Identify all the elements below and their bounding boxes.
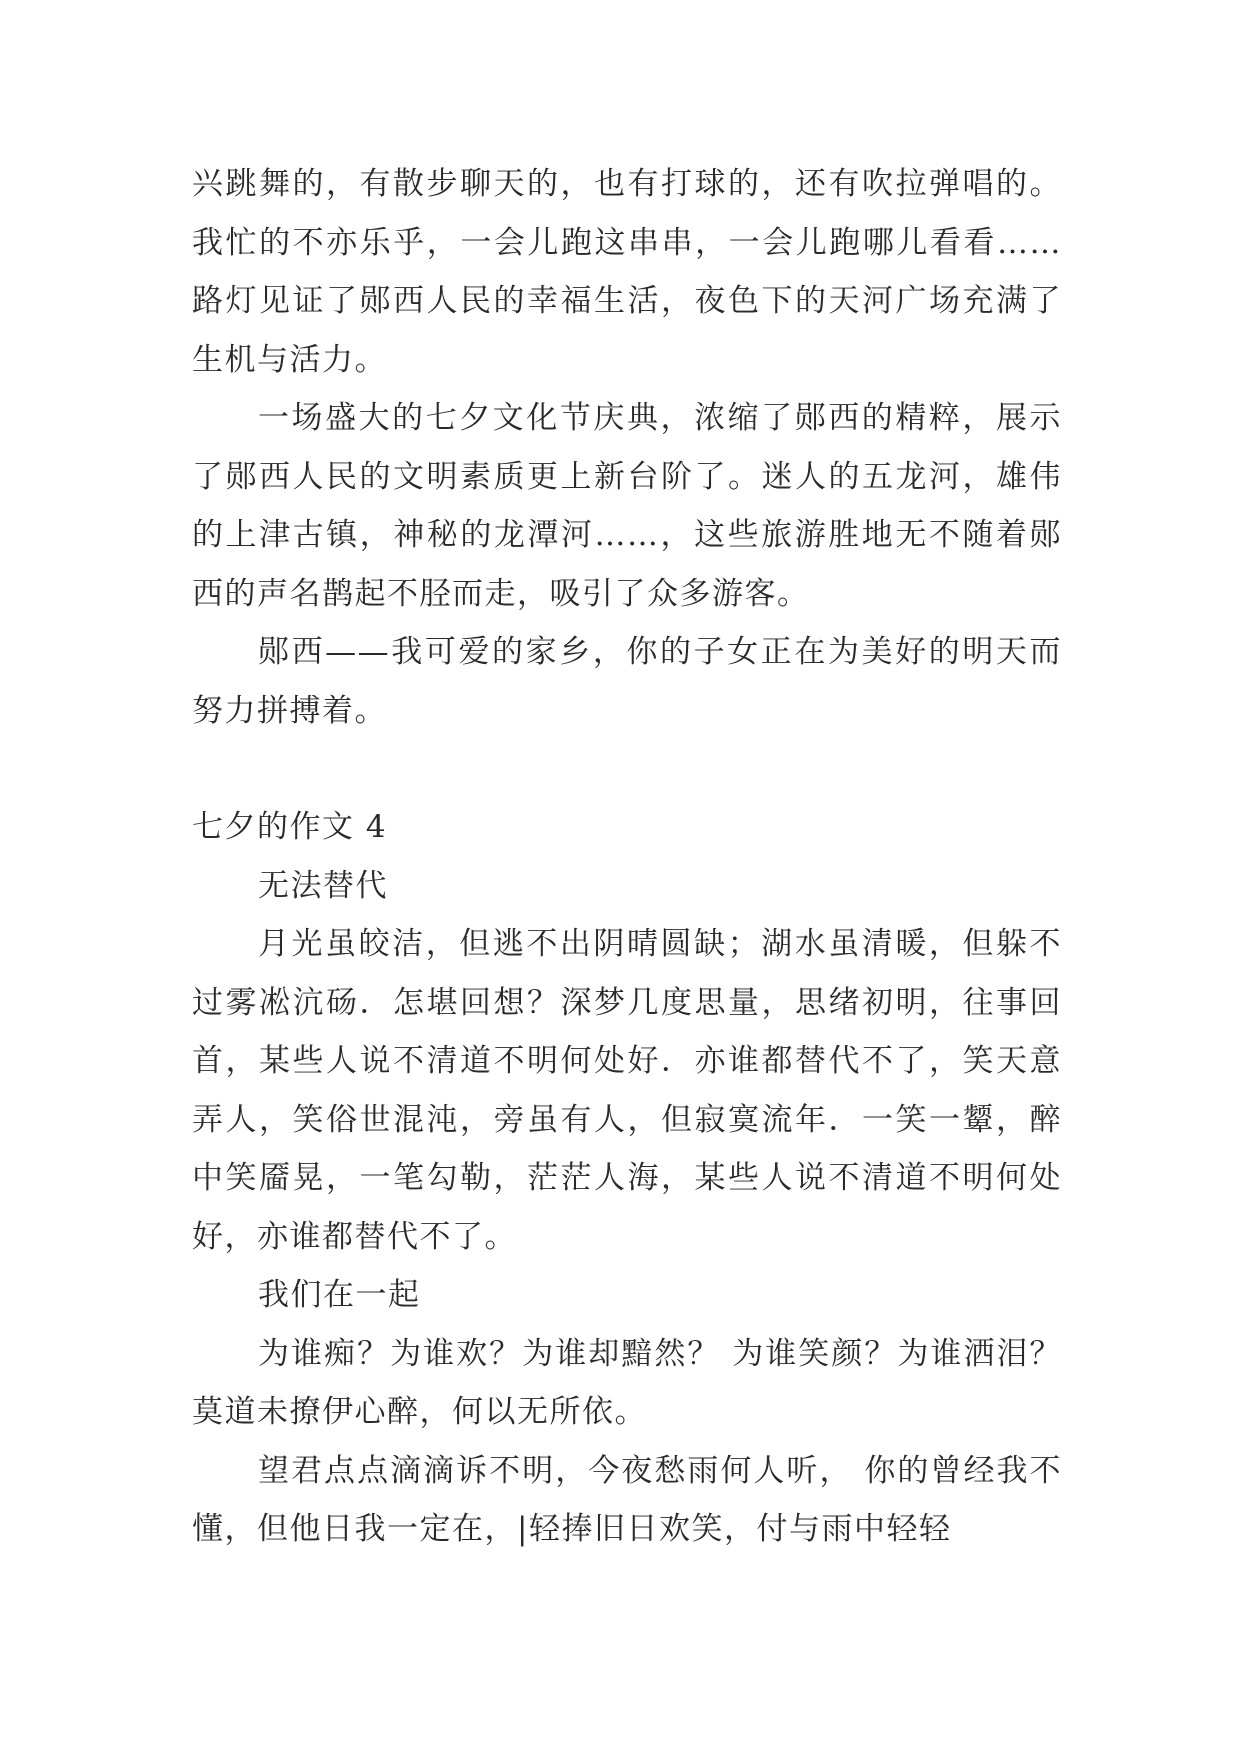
section-heading-irreplaceable: 无法替代 [258, 867, 388, 904]
paragraph-questions: 为谁痴？为谁欢？为谁却黯然？ 为谁笑颜？为谁洒泪？莫道未撩伊心醉，何以无所依。 [192, 1335, 1062, 1430]
paragraph-moonlight: 月光虽皎洁，但逃不出阴晴圆缺；湖水虽清暖，但躲不过雾凇沆砀．怎堪回想？深梦几度思量，思绪初明，往事回首，某些人说不清道不明何处好．亦谁都替代不了，笑天意弄人，笑俗世混沌，旁虽有人，但寂寞流年．一笑一颦，醉中笑靥晃，一笔勾勒，茫茫人海，某些人说不清道不明何处好，亦谁都替代不了。 [192, 926, 1062, 1255]
section-heading-together: 我们在一起 [258, 1277, 421, 1313]
paragraph-continued: 兴跳舞的，有散步聊天的，也有打球的，还有吹拉弹唱的。我忙的不亦乐乎，一会儿跑这串串，一会儿跑哪儿看看……路灯见证了郧西人民的幸福生活，夜色下的天河广场充满了生机与活力。 [192, 166, 1062, 378]
essay-title: 七夕的作文 4 [192, 809, 388, 845]
paragraph-hometown: 郧西——我可爱的家乡，你的子女正在为美好的明天而努力拼搏着。 [192, 634, 1062, 729]
document-page [192, 155, 1062, 1559]
paragraph-rain: 望君点点滴滴诉不明，今夜愁雨何人听， 你的曾经我不懂，但他日我一定在，|轻捧旧日欢笑，付与雨中轻轻 [192, 1452, 1062, 1547]
paragraph-festival: 一场盛大的七夕文化节庆典，浓缩了郧西的精粹，展示了郧西人民的文明素质更上新台阶了。迷人的五龙河，雄伟的上津古镇，神秘的龙潭河……，这些旅游胜地无不随着郧西的声名鹊起不胫而走，吸引了众多游客。 [192, 400, 1062, 612]
